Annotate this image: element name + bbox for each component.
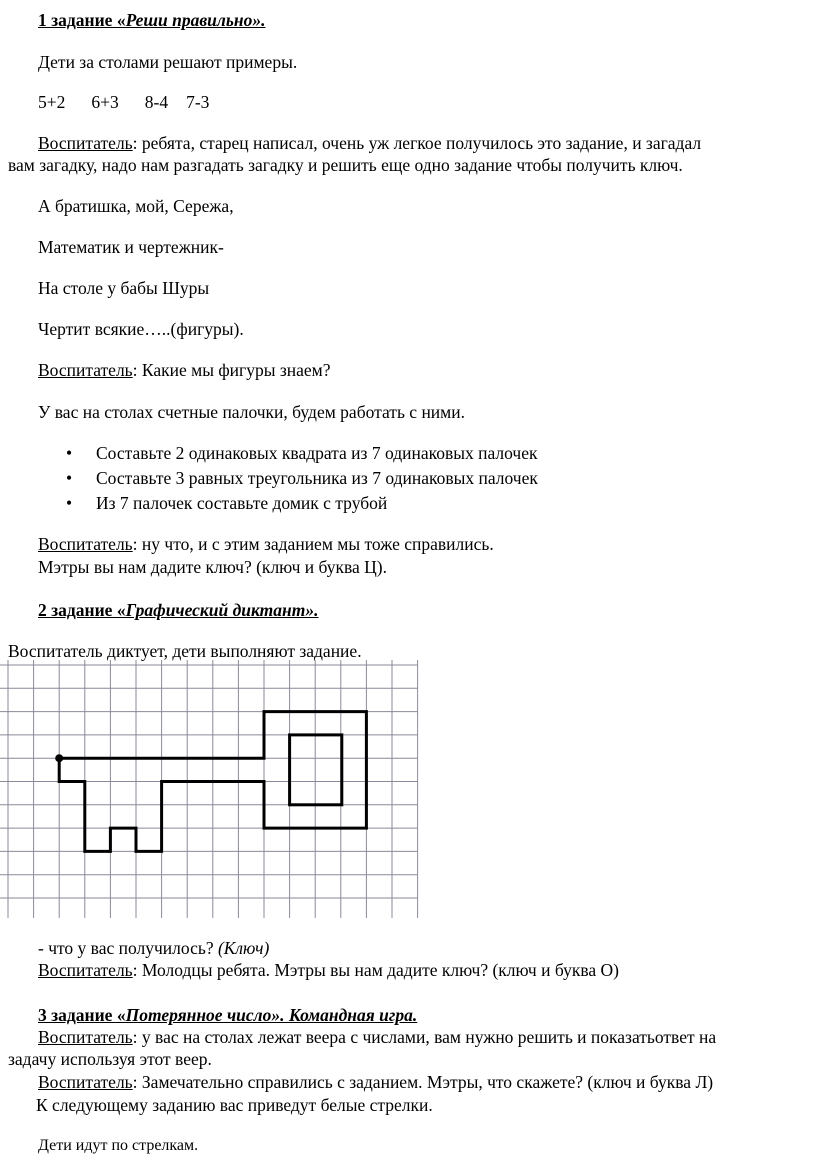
task3-para-2	[38, 1072, 713, 1092]
task1-title-name: Реши правильно».	[125, 10, 266, 30]
task3-para-1-line2: задачу используя этот веер.	[8, 1049, 212, 1069]
task2-result	[38, 938, 269, 958]
riddle-line: А братишка, мой, Сережа,	[38, 196, 234, 216]
riddle-line: Чертит всякие…..(фигуры).	[38, 319, 244, 339]
task2-intro: Воспитатель диктует, дети выполняют задание.	[8, 641, 362, 661]
answer: (Ключ)	[217, 938, 270, 958]
teacher-question	[38, 360, 331, 380]
task2-title	[38, 600, 319, 620]
bullet-item: • Составьте 2 одинаковых квадрата из 7 одинаковых палочек	[66, 443, 538, 463]
text: : Молодцы ребята. Мэтры вы нам дадите ключ? (ключ и буква О)	[132, 960, 619, 980]
text: : Какие мы фигуры знаем?	[132, 360, 331, 380]
teacher-label: Воспитатель	[38, 960, 133, 980]
teacher-label: Воспитатель	[38, 534, 133, 554]
task2-title-name: Графический диктант».	[125, 600, 319, 620]
teacher-label: Воспитатель	[38, 1072, 133, 1092]
example: 6+3	[91, 92, 119, 112]
bullet-text: Составьте 2 одинаковых квадрата из 7 одинаковых палочек	[96, 443, 538, 463]
task3-final: Дети идут по стрелкам.	[38, 1137, 199, 1154]
example: 5+2	[38, 92, 66, 112]
text: - что у вас получилось?	[38, 938, 218, 958]
teacher-para-1-line2: вам загадку, надо нам разгадать загадку и решить еще одно задание чтобы получить ключ.	[8, 155, 683, 175]
bullet-item: • Из 7 палочек составьте домик с трубой	[66, 493, 388, 513]
teacher-para-1	[38, 133, 701, 153]
teacher-done-line2: Мэтры вы нам дадите ключ? (ключ и буква Ц).	[38, 557, 388, 577]
example: 8-4	[144, 92, 169, 112]
task2-title-num: 2 задание «	[38, 600, 126, 620]
task2-praise	[38, 960, 619, 980]
teacher-label: Воспитатель	[38, 1027, 133, 1047]
task3-title-extra: Командная игра.	[288, 1005, 418, 1025]
task1-title	[38, 10, 265, 30]
task1-intro: Дети за столами решают примеры.	[38, 52, 298, 72]
task3-title-num: 3 задание «	[38, 1005, 126, 1025]
teacher-label: Воспитатель	[38, 360, 133, 380]
bullet-text: Составьте 3 равных треугольника из 7 одинаковых палочек	[96, 468, 538, 488]
text: : Замечательно справились с заданием. Мэтры, что скажете? (ключ и буква Л)	[132, 1072, 714, 1092]
text: : ребята, старец написал, очень уж легкое получилось это задание, и загадал	[132, 133, 702, 153]
riddle-line: На столе у бабы Шуры	[38, 278, 210, 298]
text: : у вас на столах лежат веера с числами, вам нужно решить и показатьответ на	[132, 1027, 717, 1047]
examples	[38, 92, 209, 112]
task1-title-num: 1 задание «	[38, 10, 126, 30]
key-grid-drawing	[0, 660, 430, 920]
bullet-item: • Составьте 3 равных треугольника из 7 одинаковых палочек	[66, 468, 538, 488]
example: 7-3	[186, 92, 210, 112]
sticks-text: У вас на столах счетные палочки, будем работать с ними.	[38, 402, 465, 422]
task3-title-name: Потерянное число».	[125, 1005, 289, 1025]
task3-arrows: К следующему заданию вас приведут белые стрелки.	[36, 1095, 433, 1115]
riddle-line: Математик и чертежник-	[38, 237, 224, 257]
teacher-done	[38, 534, 494, 554]
start-dot	[55, 754, 63, 762]
text: : ну что, и с этим заданием мы тоже справились.	[132, 534, 494, 554]
task3-title	[38, 1005, 417, 1025]
bullet-text: Из 7 палочек составьте домик с трубой	[96, 493, 388, 513]
teacher-label: Воспитатель	[38, 133, 133, 153]
task3-para-1	[38, 1027, 716, 1047]
